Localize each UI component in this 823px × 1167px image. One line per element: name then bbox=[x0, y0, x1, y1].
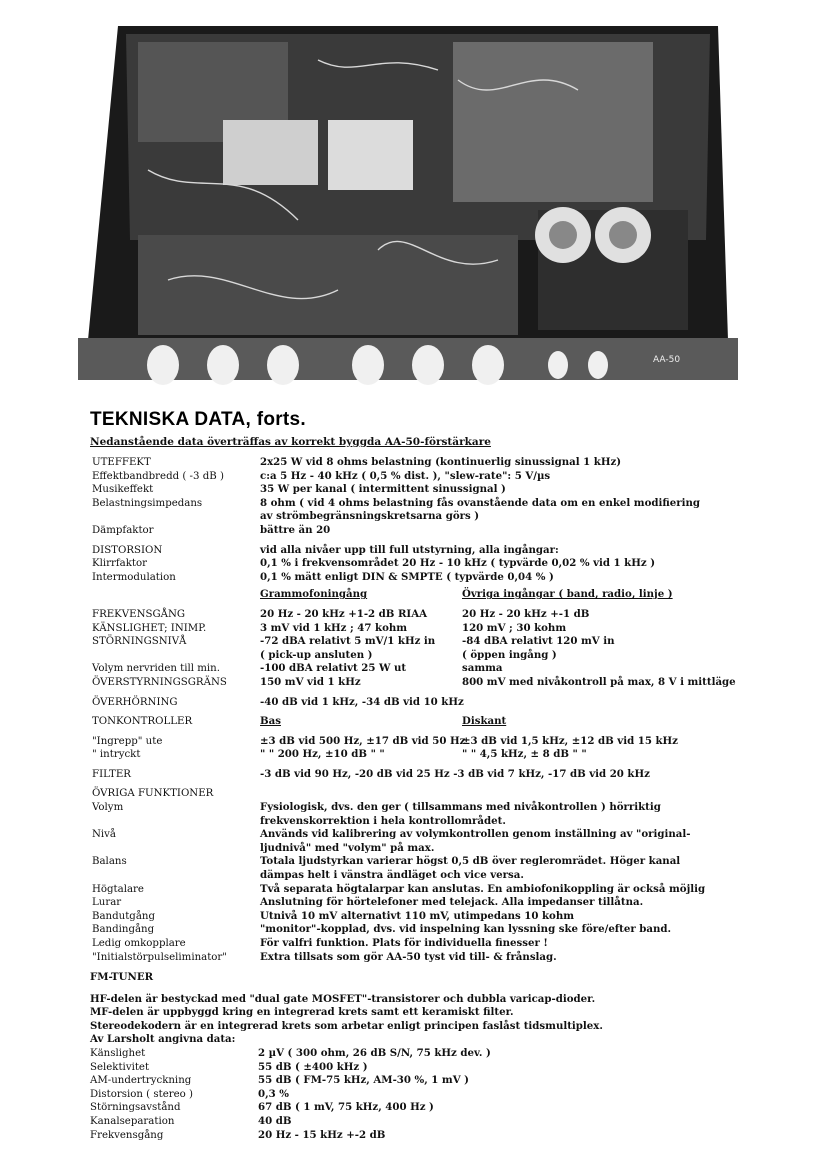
row-value: 2x25 W vid 8 ohms belastning (kontinuerlig sinussignal 1 kHz) bbox=[260, 456, 622, 468]
row-label: Belastningsimpedans bbox=[92, 497, 203, 509]
row-value: ±3 dB vid 500 Hz, ±17 dB vid 50 Hz bbox=[260, 734, 466, 747]
spec-row bbox=[90, 1047, 800, 1061]
spec-row bbox=[92, 497, 792, 511]
tone-header-row bbox=[92, 715, 792, 729]
spec-row bbox=[90, 1115, 800, 1129]
spec-row bbox=[92, 483, 792, 497]
row-value: Anslutning för hörtelefoner med telejack. Alla impedanser tillåtna. bbox=[260, 896, 644, 909]
row-label: ÖVERHÖRNING bbox=[92, 696, 178, 708]
spec-row bbox=[90, 1061, 800, 1075]
row-value: 0,3 % bbox=[258, 1087, 289, 1100]
row-label: UTEFFEKT bbox=[92, 457, 151, 468]
inputs-header bbox=[92, 588, 792, 602]
row-value: " " 4,5 kHz, ± 8 dB " " bbox=[462, 748, 587, 761]
row-label: Bandingång bbox=[92, 924, 155, 936]
spec-row bbox=[92, 649, 792, 663]
row-value-2: 120 mV ; 30 kohm bbox=[462, 621, 567, 634]
row-value: Extra tillsats som gör AA-50 tyst vid till- & frånslag. bbox=[260, 950, 557, 963]
spec-row bbox=[90, 1129, 800, 1143]
fm-para: Av Larsholt angivna data: bbox=[90, 1033, 236, 1046]
row-value: -100 dBA relativt 25 W ut bbox=[260, 662, 407, 675]
row-value: 0,1 % i frekvensområdet 20 Hz - 10 kHz ( typvärde 0,02 % vid 1 kHz ) bbox=[260, 557, 656, 570]
row-label: Balans bbox=[92, 856, 127, 868]
row-value: Fysiologisk, dvs. den ger ( tillsammans med nivåkontrollen ) hörriktig bbox=[260, 801, 661, 814]
row-label: Högtalare bbox=[92, 883, 144, 895]
row-label: Nivå bbox=[92, 829, 117, 841]
row-value: ljudnivå" med "volym" på max. bbox=[260, 841, 435, 854]
row-value: "monitor"-kopplad, dvs. vid inspelning kan lyssning ske före/efter band. bbox=[260, 923, 672, 936]
row-label: DISTORSION bbox=[92, 544, 163, 556]
row-value: " " 200 Hz, ±10 dB " " bbox=[260, 748, 385, 761]
page-title: TEKNISKA DATA, forts. bbox=[90, 409, 306, 430]
spec-row bbox=[92, 855, 792, 869]
row-value: För valfri funktion. Plats för individuella finesser ! bbox=[260, 937, 548, 949]
spec-row bbox=[92, 510, 792, 524]
row-value: Totala ljudstyrkan varierar högst 0,5 dB över regleromrädet. Höger kanal bbox=[260, 855, 681, 868]
row-value: 0,1 % mätt enligt DIN & SMPTE ( typvärde 0,04 % ) bbox=[260, 570, 554, 583]
row-value: -40 dB vid 1 kHz, -34 dB vid 10 kHz bbox=[260, 695, 464, 708]
row-value: Används vid kalibrering av volymkontrollen genom inställning av "original- bbox=[260, 828, 691, 841]
row-label: AM-undertryckning bbox=[90, 1075, 192, 1087]
spec-row bbox=[90, 1088, 800, 1102]
row-label: ÖVERSTYRNINGSGRÄNS bbox=[92, 676, 227, 688]
spec-row bbox=[92, 815, 792, 829]
row-label: Distorsion ( stereo ) bbox=[90, 1088, 193, 1100]
photo-badge: AA-50 bbox=[653, 355, 681, 365]
row-label: Dämpfaktor bbox=[92, 524, 154, 536]
row-value-2: samma bbox=[462, 662, 503, 675]
row-label: Störningsavstånd bbox=[90, 1102, 181, 1114]
bas-header: Bas bbox=[260, 715, 281, 728]
spec-row bbox=[92, 896, 792, 910]
row-value: bättre än 20 bbox=[260, 523, 331, 536]
row-value: 35 W per kanal ( intermittent sinussignal ) bbox=[260, 483, 506, 496]
filter-row bbox=[92, 768, 792, 782]
row-value: 20 Hz - 15 kHz +-2 dB bbox=[258, 1128, 386, 1141]
row-label: "Ingrepp" ute bbox=[92, 735, 163, 747]
row-value: frekvenskorrektion i hela kontrollområdet. bbox=[260, 814, 506, 827]
spec-row bbox=[92, 456, 792, 470]
row-label: ÖVRIGA FUNKTIONER bbox=[92, 788, 214, 800]
row-value: 20 Hz - 20 kHz +1-2 dB RIAA bbox=[260, 607, 428, 620]
row-value: 150 mV vid 1 kHz bbox=[260, 675, 361, 688]
row-label: Ledig omkopplare bbox=[92, 938, 186, 949]
row-label: Frekvensgång bbox=[90, 1129, 164, 1141]
row-value: 40 dB bbox=[258, 1114, 292, 1127]
row-value: dämpas helt i vänstra ändläget och vice versa. bbox=[260, 869, 524, 882]
row-label: KÄNSLIGHET; INIMP. bbox=[92, 622, 207, 634]
row-value: Två separata högtalarpar kan anslutas. En ambiofonikoppling är också möjlig bbox=[260, 882, 706, 895]
spec-table bbox=[92, 456, 792, 964]
spec-row bbox=[92, 883, 792, 897]
diskant-header: Diskant bbox=[462, 715, 507, 728]
row-label: Klirrfaktor bbox=[92, 558, 147, 570]
row-label: STÖRNINGSNIVÅ bbox=[92, 636, 187, 648]
row-label: FREKVENSGÅNG bbox=[92, 608, 186, 620]
row-value: c:a 5 Hz - 40 kHz ( 0,5 % dist. ), "slew-rate": 5 V/µs bbox=[260, 469, 551, 482]
spec-row bbox=[92, 923, 792, 937]
row-value: 8 ohm ( vid 4 ohms belastning fås ovanstående data om en enkel modifiering bbox=[260, 496, 701, 509]
row-label: Bandutgång bbox=[92, 910, 155, 922]
row-value-2: 20 Hz - 20 kHz +-1 dB bbox=[462, 607, 590, 620]
spec-row bbox=[92, 557, 792, 571]
spec-row bbox=[92, 801, 792, 815]
row-value: -72 dBA relativt 5 mV/1 kHz in bbox=[260, 635, 436, 648]
spec-row bbox=[92, 544, 792, 558]
row-value: vid alla nivåer upp till full utstyrning, alla ingångar: bbox=[260, 543, 559, 556]
row-label: TONKONTROLLER bbox=[92, 716, 193, 728]
row-value-2: 800 mV med nivåkontroll på max, 8 V i mittläge bbox=[462, 675, 736, 688]
spec-row bbox=[92, 662, 792, 676]
row-label: Kanalseparation bbox=[90, 1115, 175, 1127]
fm-para: MF-delen är uppbyggd kring en integrerad krets samt ett keramiskt filter. bbox=[90, 1006, 514, 1019]
row-value: 2 µV ( 300 ohm, 26 dB S/N, 75 kHz dev. ) bbox=[258, 1046, 491, 1059]
spec-row bbox=[90, 1074, 800, 1088]
spec-row bbox=[92, 869, 792, 883]
spec-row bbox=[92, 622, 792, 636]
row-label: FILTER bbox=[92, 768, 131, 780]
row-label: Musikeffekt bbox=[92, 484, 154, 496]
row-label: Intermodulation bbox=[92, 571, 176, 583]
spec-row bbox=[92, 828, 792, 842]
spec-row bbox=[92, 937, 792, 951]
fm-para: HF-delen är bestyckad med "dual gate MOSFET"-transistorer och dubbla varicap-dioder. bbox=[90, 992, 596, 1005]
spec-row bbox=[92, 524, 792, 538]
spec-row bbox=[92, 842, 792, 856]
row-label: "Initialstörpulseliminator" bbox=[92, 951, 227, 963]
spec-row bbox=[92, 470, 792, 484]
overhorning-row bbox=[92, 696, 792, 710]
fm-header: FM-TUNER bbox=[90, 971, 154, 983]
ovriga-header-row bbox=[92, 787, 792, 801]
row-value: ±3 dB vid 1,5 kHz, ±12 dB vid 15 kHz bbox=[462, 734, 678, 747]
row-value: 55 dB ( ±400 kHz ) bbox=[258, 1060, 368, 1073]
row-label: Volym nervriden till min. bbox=[92, 663, 220, 675]
spec-row bbox=[90, 1101, 800, 1115]
tone-in-row bbox=[92, 748, 792, 762]
row-value: 67 dB ( 1 mV, 75 kHz, 400 Hz ) bbox=[258, 1101, 434, 1114]
row-value-2: ( öppen ingång ) bbox=[462, 648, 557, 661]
fm-para: Stereodekodern är en integrerad krets som arbetar enligt principen faslåst tidsmultiplex. bbox=[90, 1019, 603, 1032]
row-value: ( pick-up ansluten ) bbox=[260, 648, 373, 661]
amplifier-circuit-photo bbox=[78, 20, 738, 392]
row-label: Effektbandbredd ( -3 dB ) bbox=[92, 470, 224, 482]
row-label: Volym bbox=[92, 802, 124, 814]
fm-tuner-section bbox=[90, 971, 800, 1142]
row-value: av strömbegränsningskretsarna görs ) bbox=[260, 510, 480, 523]
spec-row bbox=[92, 571, 792, 585]
row-value: 3 mV vid 1 kHz ; 47 kohm bbox=[260, 621, 408, 634]
intro-line: Nedanstående data överträffas av korrekt byggda AA-50-förstärkare bbox=[90, 436, 491, 448]
spec-row bbox=[92, 608, 792, 622]
spec-row bbox=[92, 676, 792, 690]
row-value: -3 dB vid 90 Hz, -20 dB vid 25 Hz -3 dB vid 7 kHz, -17 dB vid 20 kHz bbox=[260, 767, 650, 780]
row-value: Utnivå 10 mV alternativt 110 mV, utimpedans 10 kohm bbox=[260, 909, 575, 922]
row-value-2: -84 dBA relativt 120 mV in bbox=[462, 635, 615, 648]
spec-row bbox=[92, 951, 792, 965]
row-label: Selektivitet bbox=[90, 1061, 150, 1073]
tone-ute-row bbox=[92, 735, 792, 749]
ovriga-ingangar-header: Övriga ingångar ( band, radio, linje ) bbox=[462, 588, 673, 601]
row-value: 55 dB ( FM-75 kHz, AM-30 %, 1 mV ) bbox=[258, 1074, 469, 1087]
grammofon-header: Grammofoningång bbox=[260, 588, 368, 601]
row-label: " intryckt bbox=[92, 749, 141, 761]
spec-row bbox=[92, 910, 792, 924]
spec-row bbox=[92, 635, 792, 649]
row-label: Lurar bbox=[92, 897, 122, 909]
row-label: Känslighet bbox=[90, 1047, 146, 1059]
